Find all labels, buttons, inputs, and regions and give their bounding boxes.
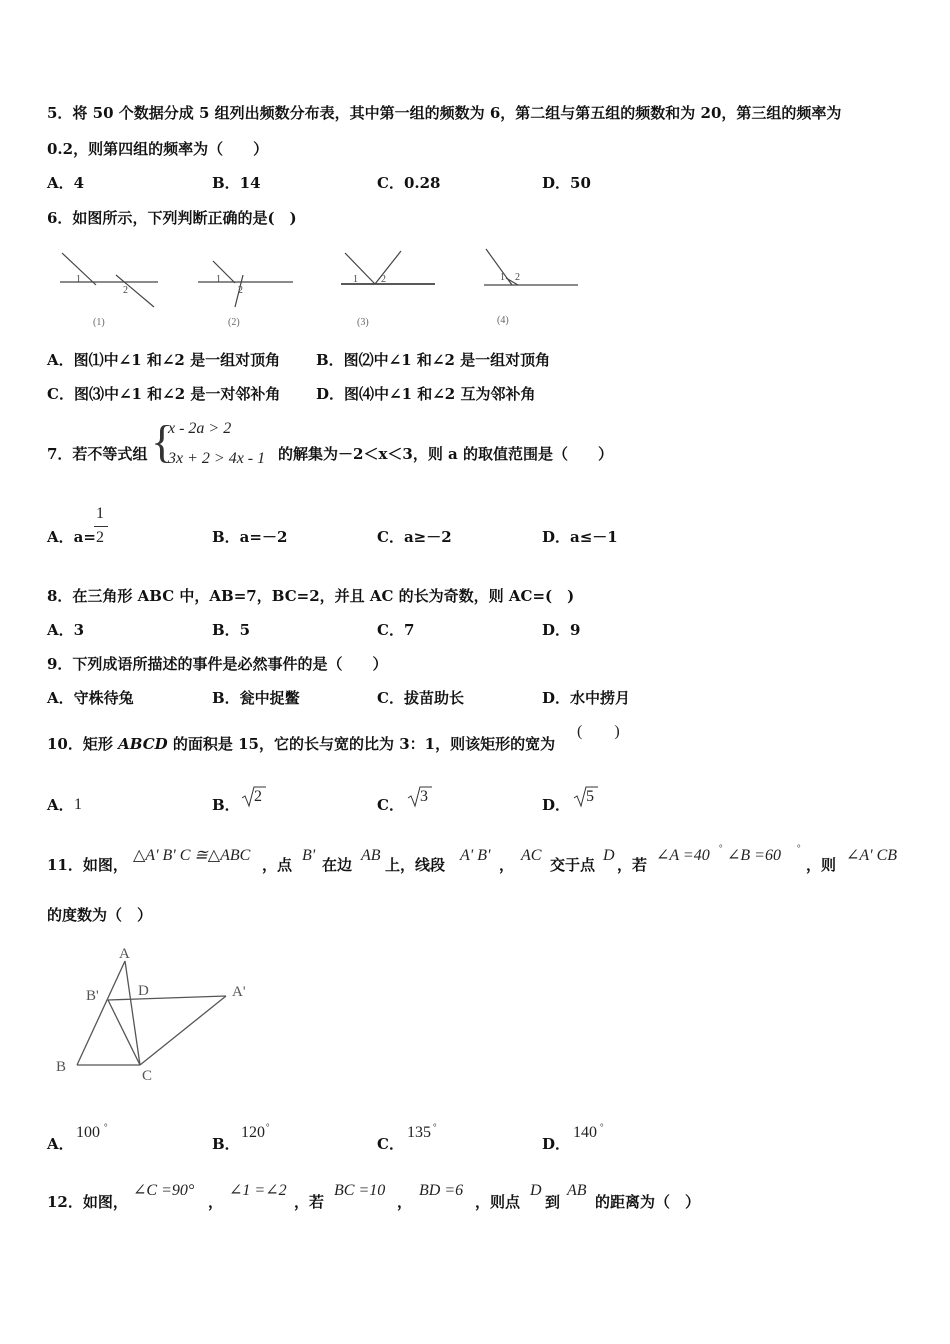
q10-option-a-label: A．: [47, 796, 74, 814]
q8-option-b: B．5: [212, 621, 251, 639]
q11-stem-prefix: 11．如图，: [47, 856, 128, 874]
q6-caption-1: (1): [93, 317, 105, 328]
q7-stem-prefix: 7．若不等式组: [47, 445, 148, 463]
q12-math-ab: AB: [567, 1182, 587, 1199]
q12-math-bc: BC =10: [334, 1182, 386, 1199]
q11-side-ab: [77, 961, 125, 1065]
q11-option-c-label: C．: [377, 1135, 404, 1153]
q11-option-a-label: A．: [47, 1135, 74, 1153]
q7-inequality-2: 3x + 2 > 4x - 1: [168, 450, 266, 467]
q11-side-b-prime-a-prime: [108, 996, 226, 1000]
q12-text-3: ，: [397, 1193, 413, 1211]
q11-option-c-value: 135: [407, 1124, 431, 1141]
q11-option-a-value: 100: [76, 1124, 100, 1141]
q6-option-c: C．图⑶中∠1 和∠2 是一对邻补角: [47, 385, 281, 403]
q10-option-a-value: 1: [74, 796, 82, 813]
q12-text-4: ，则点: [475, 1193, 521, 1211]
q7-brace: {: [151, 416, 174, 467]
q12-text-5: 到: [545, 1193, 561, 1211]
q10-option-c-value: 3: [420, 788, 428, 805]
q11-text-7: ，则: [806, 856, 837, 874]
q11-figure: [50, 945, 270, 1090]
q11-text-3: 上，线段: [385, 856, 446, 874]
q12-text-6: 的距离为（ ）: [595, 1193, 701, 1211]
q10-option-c-label: C．: [377, 796, 404, 814]
q6-option-d: D．图⑷中∠1 和∠2 互为邻补角: [316, 385, 536, 403]
q11-text-2: 在边: [322, 856, 353, 874]
q11-text-6: ，若: [617, 856, 648, 874]
q10-rect-name: ABCD: [118, 735, 168, 753]
q11-label-a: A: [119, 946, 130, 962]
q11-math-b-prime: B': [302, 847, 316, 864]
q6-option-a: A．图⑴中∠1 和∠2 是一组对顶角: [47, 351, 281, 369]
q6-figure-3: [335, 245, 445, 315]
q5-option-c: C．0.28: [377, 174, 441, 192]
q9-stem: 9．下列成语所描述的事件是必然事件的是（ ）: [47, 655, 388, 673]
q11-math-ab: AB: [361, 847, 381, 864]
q6-fig2-angle-2: 2: [238, 285, 243, 296]
q11-label-b-prime: B': [86, 988, 99, 1004]
q11-math-ac: AC: [521, 847, 542, 864]
q12-stem-prefix: 12．如图，: [47, 1193, 128, 1211]
q10-stem: 10．矩形 ABCD 的面积是 15，它的长与宽的比为 3：1，则该矩形的宽为: [47, 735, 556, 753]
q11-option-b-value: 120: [241, 1124, 265, 1141]
q12-math-bd: BD =6: [419, 1182, 464, 1199]
q8-stem: 8．在三角形 ABC 中，AB=7，BC=2，并且 AC 的长为奇数，则 AC=( ): [47, 587, 575, 605]
q5-stem-line1: 5．将 50 个数据分成 5 组列出频数分布表，其中第一组的频数为 6，第二组与第五组的频数和为 20，第三组的频率为: [47, 104, 842, 122]
q7-option-d: D．a≤－1: [542, 528, 618, 546]
q8-option-d: D．9: [542, 621, 581, 639]
q6-fig3-line-left: [345, 253, 375, 284]
q6-caption-3: (3): [357, 317, 369, 328]
q6-fig1-angle-2: 2: [123, 285, 128, 296]
q6-fig2-angle-1: 1: [216, 274, 221, 285]
q7-option-a-denominator: 2: [96, 529, 104, 546]
q7-option-a: A．a=: [47, 528, 96, 546]
q11-option-c-deg: °: [433, 1122, 437, 1132]
q6-fig1-line-right: [116, 275, 154, 307]
q7-option-b: B．a=－2: [212, 528, 288, 546]
q9-option-d: D．水中捞月: [542, 689, 631, 707]
q10-option-d-label: D．: [542, 796, 571, 814]
q6-figure-4: [478, 245, 583, 315]
q12-math-angles-equal: ∠1 =∠2: [229, 1182, 287, 1199]
q9-option-a: A．守株待兔: [47, 689, 134, 707]
q5-option-d: D．50: [542, 174, 591, 192]
q11-label-b: B: [56, 1059, 67, 1075]
q11-text-5: 交于点: [550, 856, 596, 874]
q11-math-segment: A' B': [460, 847, 491, 864]
q7-inequality-1: x - 2a > 2: [168, 420, 232, 437]
q11-label-c: C: [142, 1068, 153, 1084]
q9-option-b: B．瓮中捉鳖: [212, 689, 300, 707]
q6-fig3-line-right: [375, 251, 401, 284]
q11-option-d-label: D．: [542, 1135, 571, 1153]
q6-caption-4: (4): [497, 315, 509, 326]
q11-stem-line2: 的度数为（ ）: [47, 906, 153, 924]
q11-math-angle-a: ∠A =40: [656, 847, 710, 864]
q6-figure-2: [193, 245, 303, 315]
q11-deg-b: °: [797, 843, 801, 853]
q11-option-d-deg: °: [600, 1122, 604, 1132]
q11-congruence: △A' B' C ≅△ABC: [133, 847, 251, 864]
q11-side-a-prime-c: [140, 996, 226, 1065]
q6-stem: 6．如图所示，下列判断正确的是( ): [47, 209, 297, 227]
q6-fig4-angle-2: 2: [515, 272, 520, 283]
q10-option-d-value: 5: [586, 788, 594, 805]
q7-option-a-numerator: 1: [96, 505, 104, 522]
q11-label-d: D: [138, 983, 149, 999]
q11-text-4: ，: [499, 856, 515, 874]
q7-fraction-bar: [94, 526, 108, 527]
q10-option-b-label: B．: [212, 796, 240, 814]
q11-option-d-value: 140: [573, 1124, 597, 1141]
q12-text-1: ，: [208, 1193, 224, 1211]
q11-math-d: D: [603, 847, 615, 864]
q5-option-b: B．14: [212, 174, 261, 192]
q11-deg-a: °: [719, 843, 723, 853]
q11-math-angle-acb: ∠A' CB: [846, 847, 898, 864]
q12-math-d: D: [530, 1182, 542, 1199]
q6-caption-2: (2): [228, 317, 240, 328]
q6-fig3-angle-2: 2: [381, 274, 386, 285]
q11-option-b-label: B．: [212, 1135, 240, 1153]
q6-option-b: B．图⑵中∠1 和∠2 是一组对顶角: [316, 351, 551, 369]
q11-option-b-deg: °: [266, 1122, 270, 1132]
q11-text-1: ，点: [262, 856, 293, 874]
q10-paren: ( ): [577, 723, 620, 740]
q11-math-angle-b: ∠B =60: [727, 847, 781, 864]
q11-label-a-prime: A': [232, 984, 246, 1000]
q6-fig4-angle-1: 1: [500, 272, 505, 283]
q8-option-a: A．3: [47, 621, 85, 639]
q7-option-c: C．a≥－2: [377, 528, 452, 546]
q9-option-c: C．拔苗助长: [377, 689, 464, 707]
q5-stem-line2: 0.2，则第四组的频率为（ ）: [47, 140, 269, 158]
q6-figure-1: [50, 245, 170, 315]
q6-fig3-angle-1: 1: [353, 274, 358, 285]
q5-option-a: A．4: [47, 174, 85, 192]
q10-option-b-value: 2: [254, 788, 262, 805]
q8-option-c: C．7: [377, 621, 415, 639]
q7-stem-suffix: 的解集为－2＜x＜3，则 a 的取值范围是（ ）: [278, 445, 613, 463]
q6-fig1-angle-1: 1: [76, 274, 81, 285]
q12-text-2: ，若: [294, 1193, 325, 1211]
q12-math-angle-c: ∠C =90°: [133, 1182, 195, 1199]
q11-option-a-deg: °: [104, 1122, 108, 1132]
